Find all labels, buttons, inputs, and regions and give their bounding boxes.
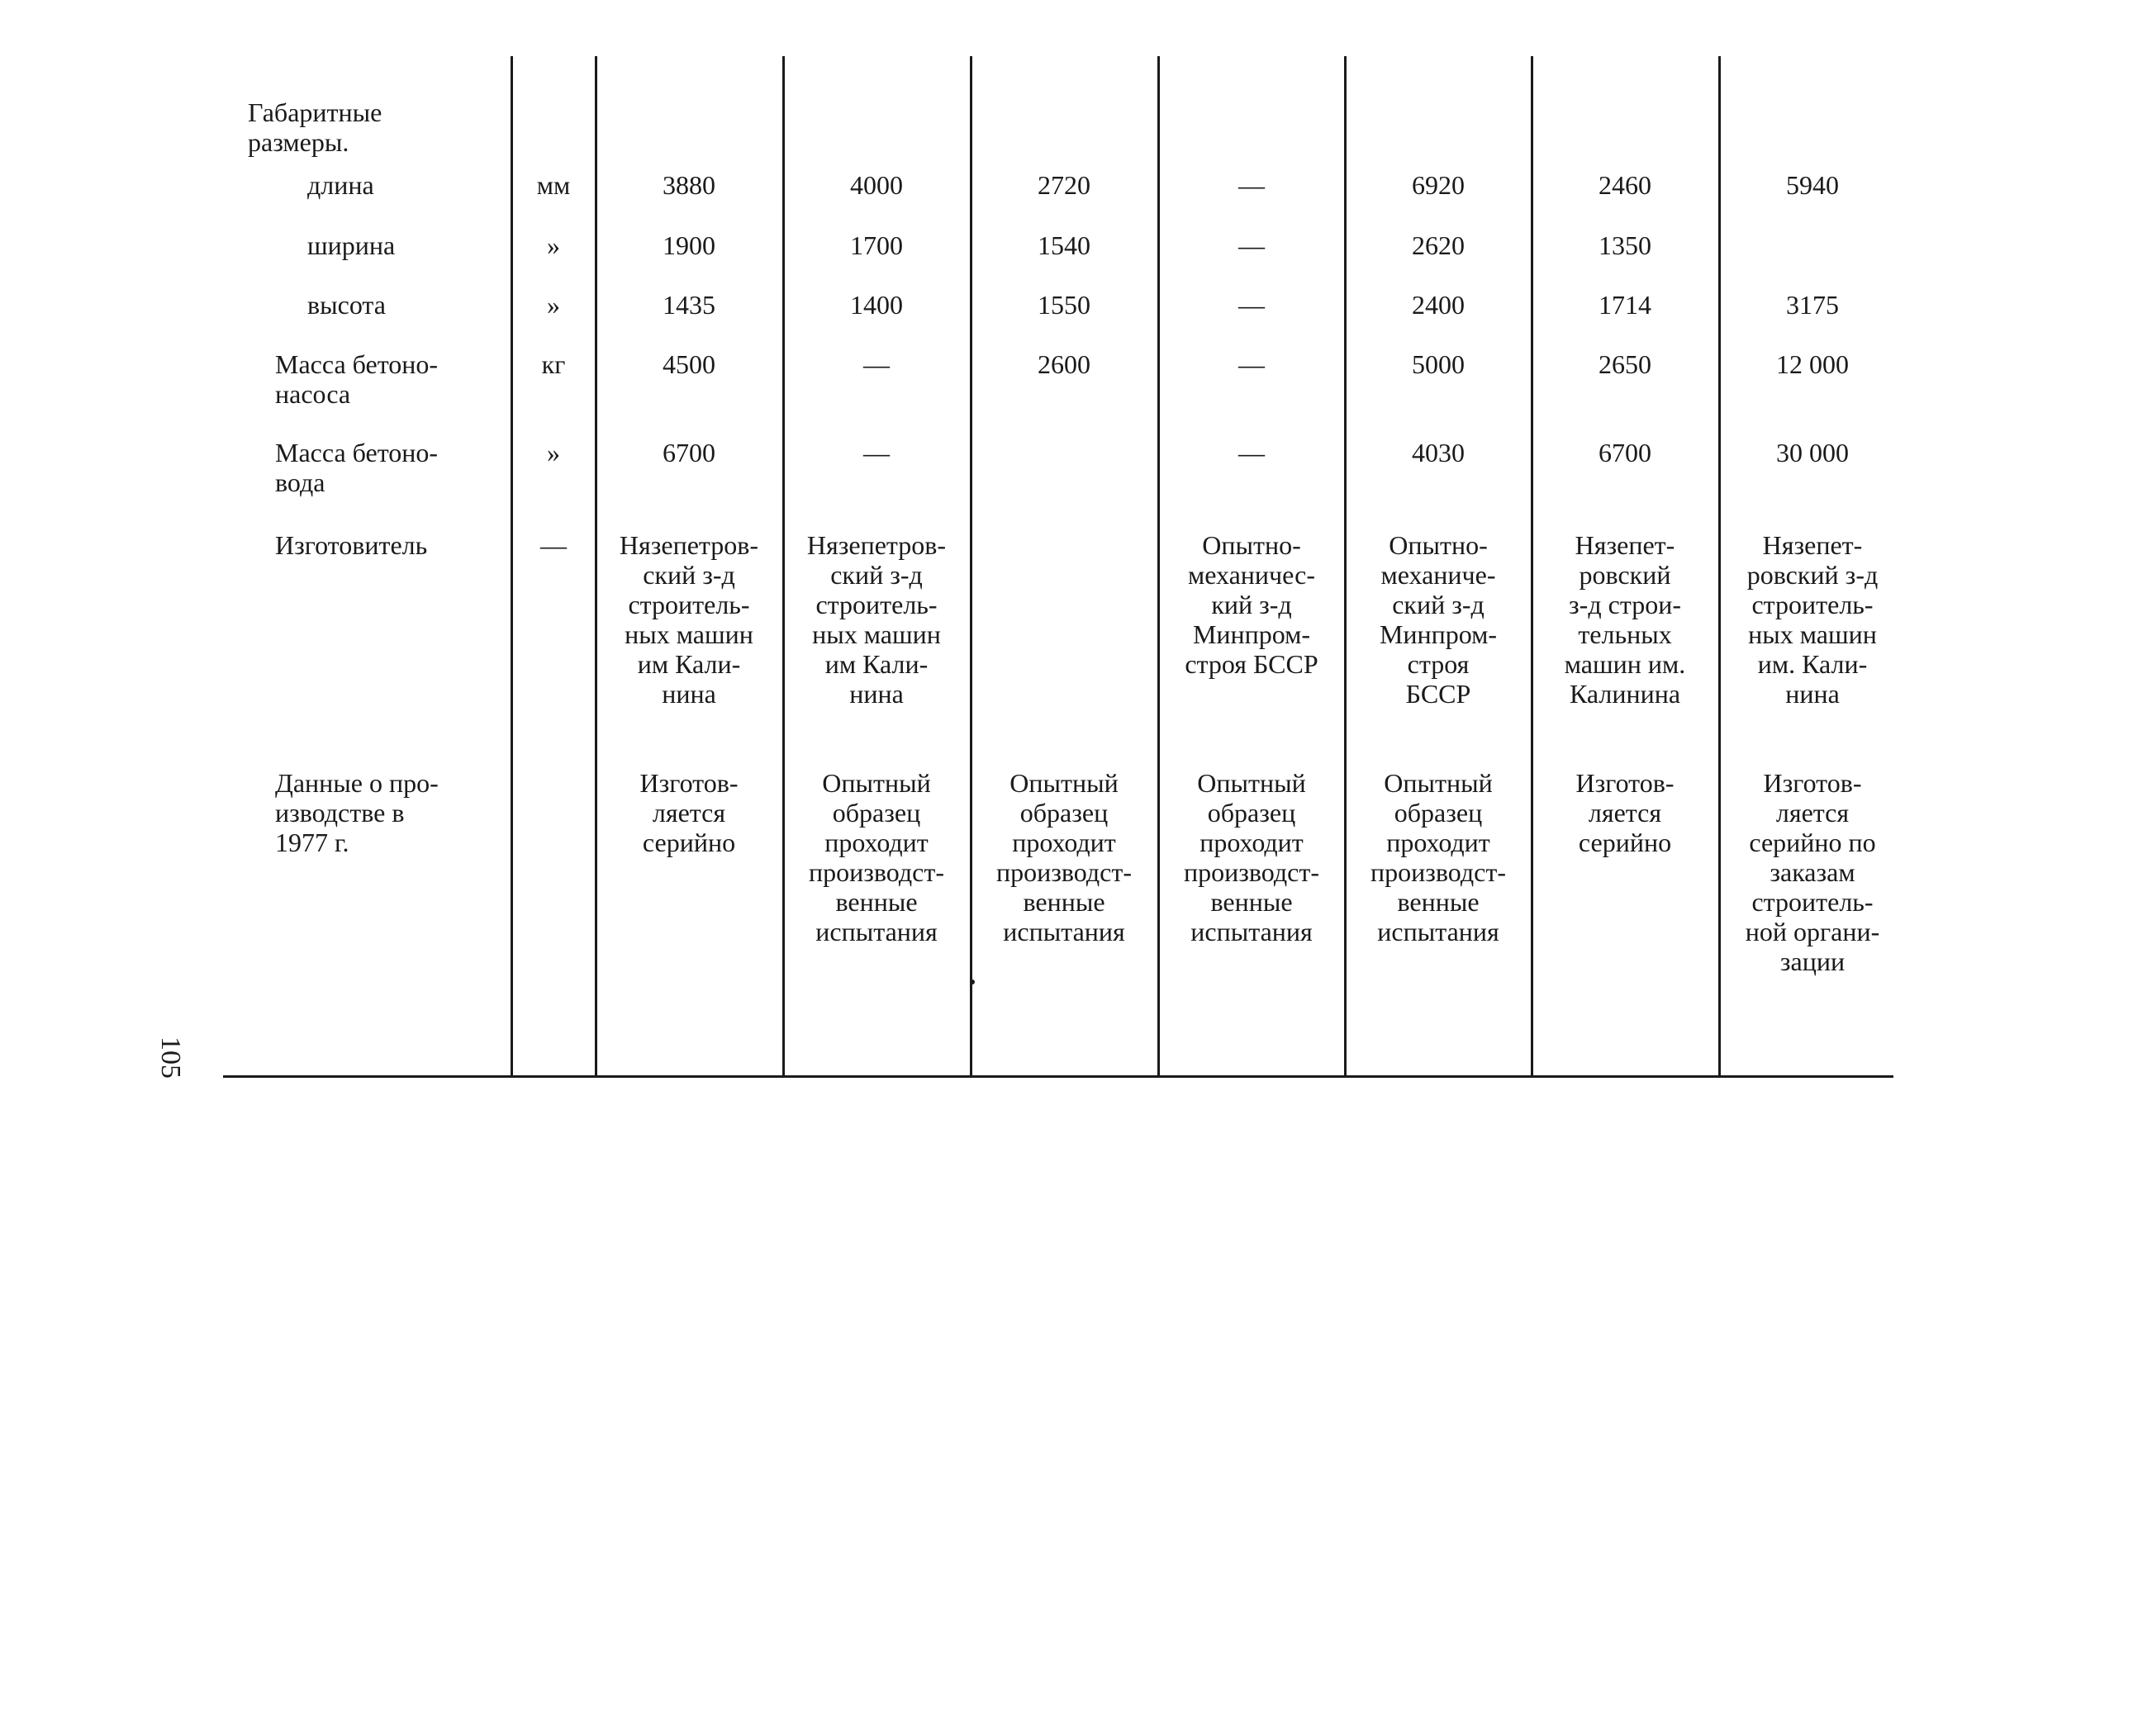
cell-manufacturer-6: Нязепет- ровский з-д строи- тельных машин им. Калинина xyxy=(1564,530,1686,709)
row-label-pipe-mass: Масса бетоно- вода xyxy=(275,438,439,497)
cell-length-2: 4000 xyxy=(850,170,903,200)
row-label-height: высота xyxy=(307,290,386,320)
cell-pipe-mass-1: 6700 xyxy=(663,438,715,467)
cell-pump-mass-2: — xyxy=(863,349,890,379)
column-rule xyxy=(782,56,785,1077)
page-number: 105 xyxy=(155,1036,186,1079)
cell-width-1: 1900 xyxy=(663,230,715,260)
cell-height-3: 1550 xyxy=(1038,290,1090,320)
row-label-length: длина xyxy=(307,170,374,200)
row-unit-manufacturer: — xyxy=(540,530,567,560)
row-unit-pipe-mass: » xyxy=(547,438,560,467)
row-label-production-data: Данные о про- изводстве в 1977 г. xyxy=(275,768,439,857)
cell-pump-mass-4: — xyxy=(1238,349,1265,379)
cell-length-4: — xyxy=(1238,170,1265,200)
cell-pipe-mass-6: 6700 xyxy=(1599,438,1651,467)
column-rule xyxy=(1718,56,1721,1077)
cell-width-2: 1700 xyxy=(850,230,903,260)
cell-production-4: Опытный образец проходит производст- венные испытания xyxy=(1184,768,1319,946)
column-rule xyxy=(1157,56,1160,1077)
cell-height-2: 1400 xyxy=(850,290,903,320)
cell-production-1: Изготов- ляется серийно xyxy=(639,768,739,857)
column-rule xyxy=(970,56,972,1077)
cell-manufacturer-1: Нязепетров- ский з-д строитель- ных машин им Кали- нина xyxy=(619,530,759,709)
cell-production-5: Опытный образец проходит производст- венные испытания xyxy=(1371,768,1506,946)
bottom-rule xyxy=(223,1075,1893,1078)
cell-length-7: 5940 xyxy=(1786,170,1839,200)
cell-production-2: Опытный образец проходит производст- венные испытания xyxy=(809,768,944,946)
cell-height-5: 2400 xyxy=(1412,290,1465,320)
cell-width-4: — xyxy=(1238,230,1265,260)
cell-length-5: 6920 xyxy=(1412,170,1465,200)
cell-production-7: Изготов- ляется серийно по заказам строитель- ной органи- зации xyxy=(1745,768,1880,976)
cell-pipe-mass-4: — xyxy=(1238,438,1265,467)
cell-length-6: 2460 xyxy=(1599,170,1651,200)
cell-pipe-mass-7: 30 000 xyxy=(1776,438,1849,467)
cell-height-7: 3175 xyxy=(1786,290,1839,320)
cell-manufacturer-5: Опытно- механиче- ский з-д Минпром- строя БССР xyxy=(1379,530,1498,709)
cell-manufacturer-4: Опытно- механичес- кий з-д Минпром- строя БССР xyxy=(1185,530,1318,679)
cell-production-6: Изготов- ляется серийно xyxy=(1575,768,1675,857)
cell-production-3: Опытный образец проходит производст- венные испытания xyxy=(996,768,1132,946)
row-unit-width: » xyxy=(547,230,560,260)
column-rule xyxy=(1531,56,1533,1077)
cell-pump-mass-7: 12 000 xyxy=(1776,349,1849,379)
row-unit-pump-mass: кг xyxy=(541,349,566,379)
cell-pump-mass-3: 2600 xyxy=(1038,349,1090,379)
cell-length-1: 3880 xyxy=(663,170,715,200)
row-label-pump-mass: Масса бетоно- насоса xyxy=(275,349,439,409)
cell-width-6: 1350 xyxy=(1599,230,1651,260)
row-label-overall-dimensions: Габаритные размеры. xyxy=(248,97,382,157)
cell-length-3: 2720 xyxy=(1038,170,1090,200)
cell-manufacturer-7: Нязепет- ровский з-д строитель- ных машин им. Кали- нина xyxy=(1746,530,1879,709)
row-unit-height: » xyxy=(547,290,560,320)
cell-width-5: 2620 xyxy=(1412,230,1465,260)
cell-height-4: — xyxy=(1238,290,1265,320)
row-label-width: ширина xyxy=(307,230,396,260)
column-rule xyxy=(595,56,597,1077)
row-label-manufacturer: Изготовитель xyxy=(275,530,428,560)
cell-width-3: 1540 xyxy=(1038,230,1090,260)
print-speck xyxy=(970,979,975,984)
cell-pump-mass-1: 4500 xyxy=(663,349,715,379)
cell-manufacturer-2: Нязепетров- ский з-д строитель- ных машин им Кали- нина xyxy=(806,530,947,709)
cell-pipe-mass-2: — xyxy=(863,438,890,467)
cell-height-1: 1435 xyxy=(663,290,715,320)
cell-pump-mass-6: 2650 xyxy=(1599,349,1651,379)
cell-pipe-mass-5: 4030 xyxy=(1412,438,1465,467)
cell-height-6: 1714 xyxy=(1599,290,1651,320)
cell-pump-mass-5: 5000 xyxy=(1412,349,1465,379)
column-rule xyxy=(511,56,513,1077)
row-unit-length: мм xyxy=(536,170,571,200)
column-rule xyxy=(1344,56,1347,1077)
